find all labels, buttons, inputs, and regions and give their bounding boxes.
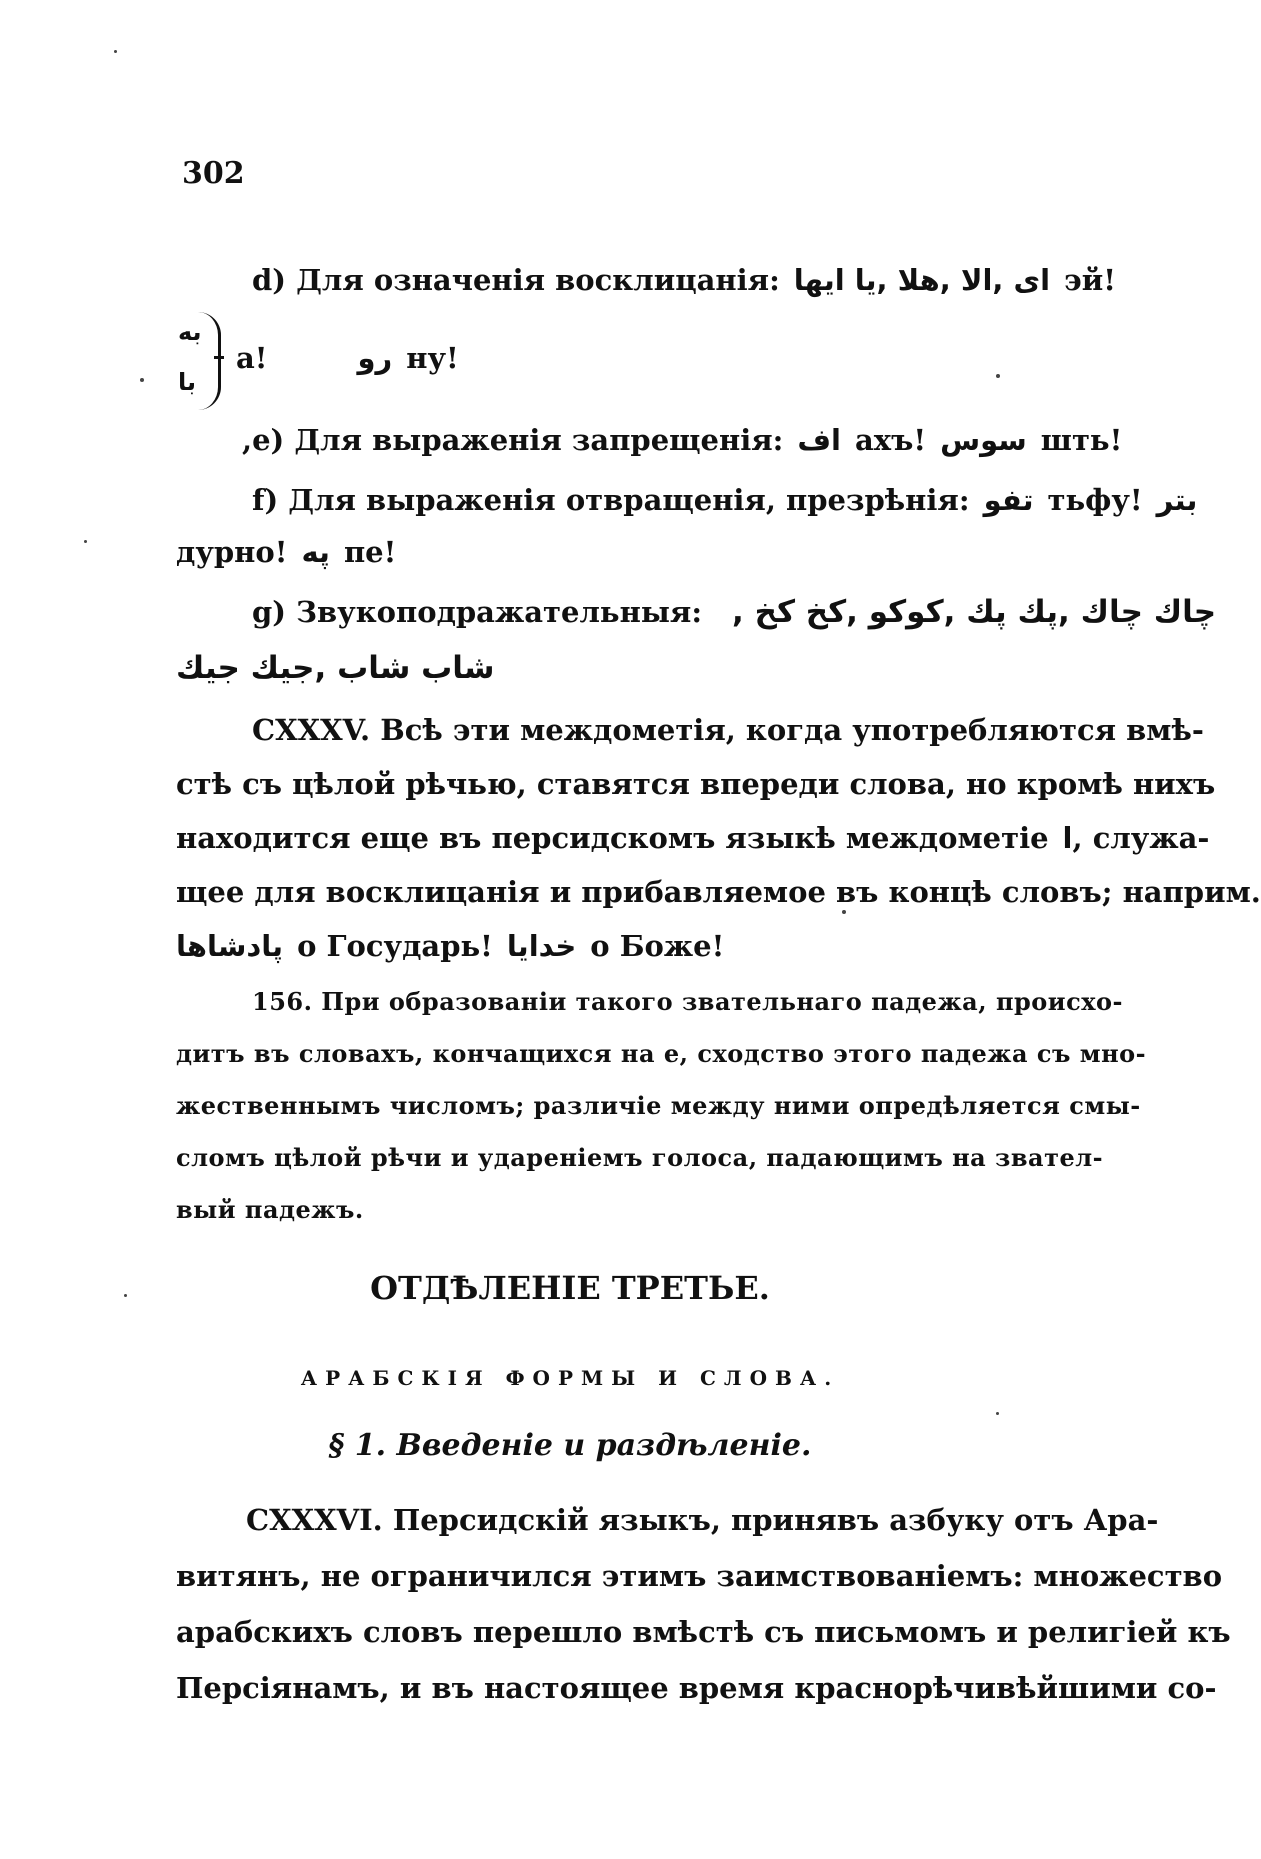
line-g-label: g) Звукоподражательныя: <box>252 595 703 629</box>
subsection-title: § 1. Введеніе и раздѣленіе. <box>328 1428 812 1463</box>
line-f2 <box>176 534 396 570</box>
line-f <box>252 482 1197 518</box>
page-number: 302 <box>182 156 245 191</box>
para-135-line-5-text-2: о Боже! <box>590 929 725 963</box>
para-135-line-2: стѣ съ цѣлой рѣчью, ставятся впереди слова, но кромѣ нихъ <box>176 767 1216 801</box>
para-136-line-1: CXXXVI. Персидскій языкъ, принявъ азбуку отъ Ара- <box>246 1503 1159 1537</box>
para-135-line-4: щее для восклицанія и прибавляемое въ концѣ словъ; наприм. <box>176 875 1261 909</box>
scan-speck <box>84 540 87 543</box>
para-135-line-1: CXXXV. Всѣ эти междометія, когда употребляются вмѣ- <box>252 713 1204 747</box>
para-135-line-3-end: , служа- <box>1072 821 1210 855</box>
para-135-line-3 <box>176 820 1209 856</box>
line-g <box>252 594 1216 630</box>
scan-speck <box>996 374 1000 378</box>
line-e-arabic-2: سوس <box>940 423 1027 457</box>
line-f-arabic-1: تفو <box>983 483 1034 517</box>
para-135-line-3-text: находится еще въ персидскомъ языкѣ междометіе <box>176 821 1049 855</box>
curly-brace <box>198 312 221 410</box>
section-heading: ОТДѢЛЕНІЕ ТРЕТЬЕ. <box>370 1269 770 1307</box>
para-135-line-3-arabic: ا <box>1062 821 1073 855</box>
line-g-arabic: چاك چاك ,پك پك ,كوكو ,كخ كخ , <box>732 594 1217 630</box>
para-156-line-1: 156. При образованіи такого звательнаго падежа, происхо- <box>252 987 1123 1016</box>
para-135-line-5 <box>176 928 724 964</box>
line-d-end: эй! <box>1064 263 1116 297</box>
line-d-arabic: ای ,الا ,هلا ,یا ایها <box>793 263 1051 297</box>
para-156-line-4: сломъ цѣлой рѣчи и удареніемъ голоса, падающимъ на звател- <box>176 1143 1104 1172</box>
line-f2-arabic: په <box>301 535 330 569</box>
para-135-line-5-text-1: о Государь! <box>297 929 493 963</box>
line-e-mid: ахъ! <box>855 423 927 457</box>
para-156-line-5: вый падежъ. <box>176 1195 364 1224</box>
section-subheading: АРАБСКІЯ ФОРМЫ И СЛОВА. <box>300 1366 840 1390</box>
line-g2-arabic: شاب شاب ,جيك جيك <box>176 650 495 686</box>
line-a-text: а! <box>236 341 268 375</box>
scan-speck <box>996 1412 999 1415</box>
scan-speck <box>842 910 846 914</box>
scan-speck <box>114 50 117 53</box>
line-e-arabic-1: اف <box>797 423 841 457</box>
line-a <box>236 340 459 376</box>
brace-arabic-top: به <box>178 318 202 346</box>
line-e <box>242 422 1122 458</box>
para-136-line-2: витянъ, не ограничился этимъ заимствованіемъ: множество <box>176 1559 1223 1593</box>
line-f-mid: тьфу! <box>1047 483 1143 517</box>
line-e-label: ,е) Для выраженія запрещенія: <box>242 423 784 457</box>
line-d <box>252 262 1116 298</box>
line-f-arabic-2: بتر <box>1156 483 1198 517</box>
brace-arabic-bottom: با <box>178 368 197 396</box>
para-156-line-2: дитъ въ словахъ, кончащихся на е, сходство этого падежа съ мно- <box>176 1039 1147 1068</box>
line-d-label: d) Для означенія восклицанія: <box>252 263 780 297</box>
scan-speck <box>140 378 144 382</box>
para-156-line-3: жественнымъ числомъ; различіе между ними опредѣляется смы- <box>176 1091 1141 1120</box>
line-f2-end: пе! <box>343 535 397 569</box>
line-f-label: f) Для выраженія отвращенія, презрѣнія: <box>252 483 970 517</box>
scan-speck <box>124 1294 127 1297</box>
line-f2-start: дурно! <box>176 535 288 569</box>
para-135-line-5-arabic-1: پادشاها <box>176 929 284 963</box>
para-135-line-5-arabic-2: خدايا <box>506 929 577 963</box>
line-a-arabic: رو <box>357 341 393 375</box>
line-g2 <box>176 650 494 686</box>
curly-brace-tip <box>214 356 224 359</box>
para-136-line-4: Персіянамъ, и въ настоящее время краснорѣчивѣйшими со- <box>176 1671 1217 1705</box>
line-a-end: ну! <box>406 341 459 375</box>
line-e-end: шть! <box>1040 423 1123 457</box>
para-136-line-3: арабскихъ словъ перешло вмѣстѣ съ письмомъ и религіей къ <box>176 1615 1231 1649</box>
